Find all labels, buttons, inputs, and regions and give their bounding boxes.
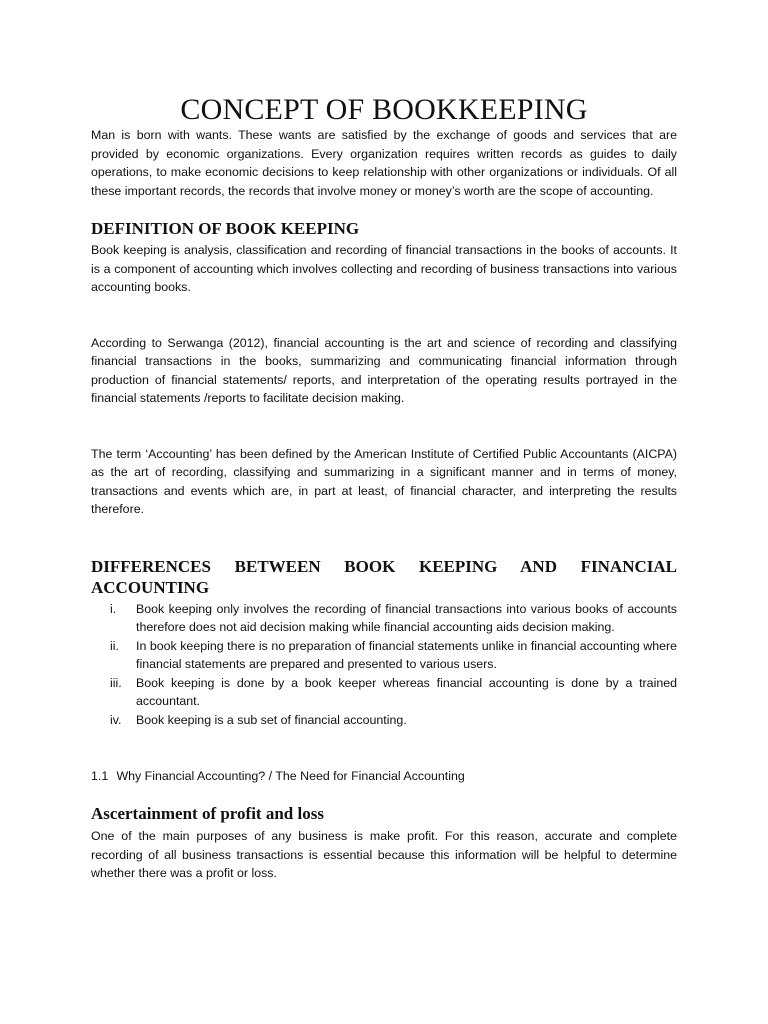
differences-heading: DIFFERENCES BETWEEN BOOK KEEPING AND FINANCIAL ACCOUNTING [91, 556, 677, 597]
document-page [91, 92, 677, 883]
list-item [91, 711, 677, 730]
list-item-number: iii. [110, 675, 122, 690]
section-number: 1.1 [91, 769, 109, 783]
list-item-text: In book keeping there is no preparation of financial statements unlike in financial accounting where financial statements are prepared and presented to various users. [136, 638, 677, 671]
aicpa-paragraph: The term ‘Accounting’ has been defined by the American Institute of Certified Public Accountants (AICPA) as the art of recording, classifying and summarizing in a significant manner and in terms of money, transactions and events which are, in part at least, of financial character, and interpreting the results therefore. [91, 446, 677, 516]
section-title: Why Financial Accounting? / The Need for Financial Accounting [116, 769, 465, 783]
list-item [91, 674, 677, 711]
list-item-number: ii. [110, 638, 119, 653]
list-item-text: Book keeping only involves the recording of financial transactions into various books of accounts therefore does not aid decision making while financial accounting aids decision making. [136, 601, 677, 634]
list-item-text: Book keeping is a sub set of financial accounting. [136, 712, 407, 727]
list-item-number: i. [110, 601, 117, 616]
definition-heading: DEFINITION OF BOOK KEEPING [91, 219, 360, 238]
list-item [91, 637, 677, 674]
definition-paragraph: Book keeping is analysis, classification and recording of financial transactions in the books of accounts. It is a component of accounting which involves collecting and recording of business transactions into various accounting books. [91, 243, 677, 294]
ascertainment-paragraph: One of the main purposes of any business is make profit. For this reason, accurate and complete recording of all business transactions is essential because this information will be helpful to determine whether there was a profit or loss. [91, 829, 677, 880]
intro-paragraph: Man is born with wants. These wants are satisfied by the exchange of goods and services that are provided by economic organizations. Every organization requires written records as guides to daily operations, to make economic decisions to keep relationship with other organizations or individuals. Of all these important records, the records that involve money or money’s worth are the scope of accounting. [91, 128, 677, 198]
list-item [91, 600, 677, 637]
list-item-text: Book keeping is done by a book keeper whereas financial accounting is done by a trained accountant. [136, 675, 677, 708]
section-heading [91, 767, 677, 785]
ascertainment-heading: Ascertainment of profit and loss [91, 804, 324, 823]
differences-list [91, 600, 677, 730]
serwanga-paragraph: According to Serwanga (2012), financial accounting is the art and science of recording and classifying financial transactions in the books, summarizing and communicating financial information through production of financial statements/ reports, and interpretation of the operating results portrayed in the financial statements /reports to facilitate decision making. [91, 335, 677, 405]
document-title: CONCEPT OF BOOKKEEPING [180, 93, 588, 126]
list-item-number: iv. [110, 712, 122, 727]
